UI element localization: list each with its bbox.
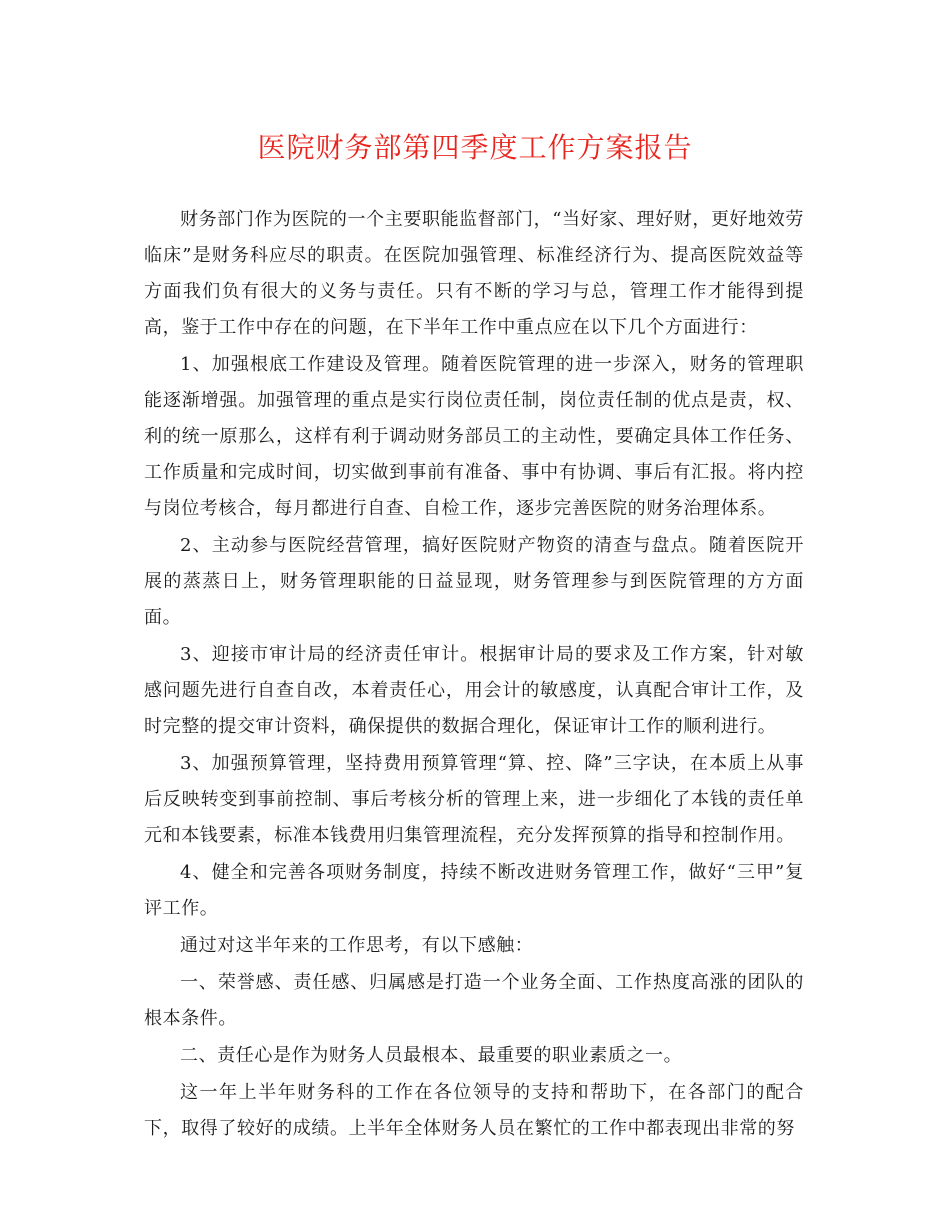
paragraph-item-3-budget: 3、加强预算管理，坚持费用预算管理“算、控、降”三字诀，在本质上从事后反映转变到事前控制、事后考核分析的管理上来，进一步细化了本钱的责任单元和本钱要素，标准本钱费用归集管理流程，充分发挥预算的指导和控制作用。 — [144, 753, 804, 846]
paragraph-reflection-1: 一、荣誉感、责任感、归属感是打造一个业务全面、工作热度高涨的团队的根本条件。 — [144, 972, 804, 1029]
document-body — [144, 202, 804, 1148]
paragraph-item-4: 4、健全和完善各项财务制度，持续不断改进财务管理工作，做好“三甲”复评工作。 — [144, 862, 804, 919]
paragraph-reflection-lead: 通过对这半年来的工作思考，有以下感触： — [180, 935, 534, 956]
paragraph-intro: 财务部门作为医院的一个主要职能监督部门，“当好家、理好财，更好地效劳临床”是财务科应尽的职责。在医院加强管理、标准经济行为、提高医院效益等方面我们负有很大的义务与责任。只有不断的学习与总，管理工作才能得到提高，鉴于工作中存在的问题，在下半年工作中重点应在以下几个方面进行： — [144, 209, 804, 338]
paragraph-item-1: 1、加强根底工作建设及管理。随着医院管理的进一步深入，财务的管理职能逐渐增强。加强管理的重点是实行岗位责任制，岗位责任制的优点是责，权、利的统一原那么，这样有利于调动财务部员工的主动性，要确定具体工作任务、工作质量和完成时间，切实做到事前有准备、事中有协调、事后有汇报。将内控与岗位考核合，每月都进行自查、自检工作，逐步完善医院的财务治理体系。 — [144, 354, 804, 519]
paragraph-reflection-2: 二、责任心是作为财务人员最根本、最重要的职业素质之一。 — [180, 1045, 683, 1066]
paragraph-item-3-audit: 3、迎接市审计局的经济责任审计。根据审计局的要求及工作方案，针对敏感问题先进行自查自改，本着责任心，用会计的敏感度，认真配合审计工作，及时完整的提交审计资料，确保提供的数据合理化，保证审计工作的顺利进行。 — [144, 644, 804, 737]
paragraph-summary: 这一年上半年财务科的工作在各位领导的支持和帮助下，在各部门的配合下，取得了较好的成绩。上半年全体财务人员在繁忙的工作中都表现出非常的努 — [144, 1082, 804, 1139]
document-title: 医院财务部第四季度工作方案报告 — [257, 131, 693, 164]
paragraph-item-2: 2、主动参与医院经营管理，搞好医院财产物资的清查与盘点。随着医院开展的蒸蒸日上，财务管理职能的日益显现，财务管理参与到医院管理的方方面面。 — [144, 535, 804, 628]
